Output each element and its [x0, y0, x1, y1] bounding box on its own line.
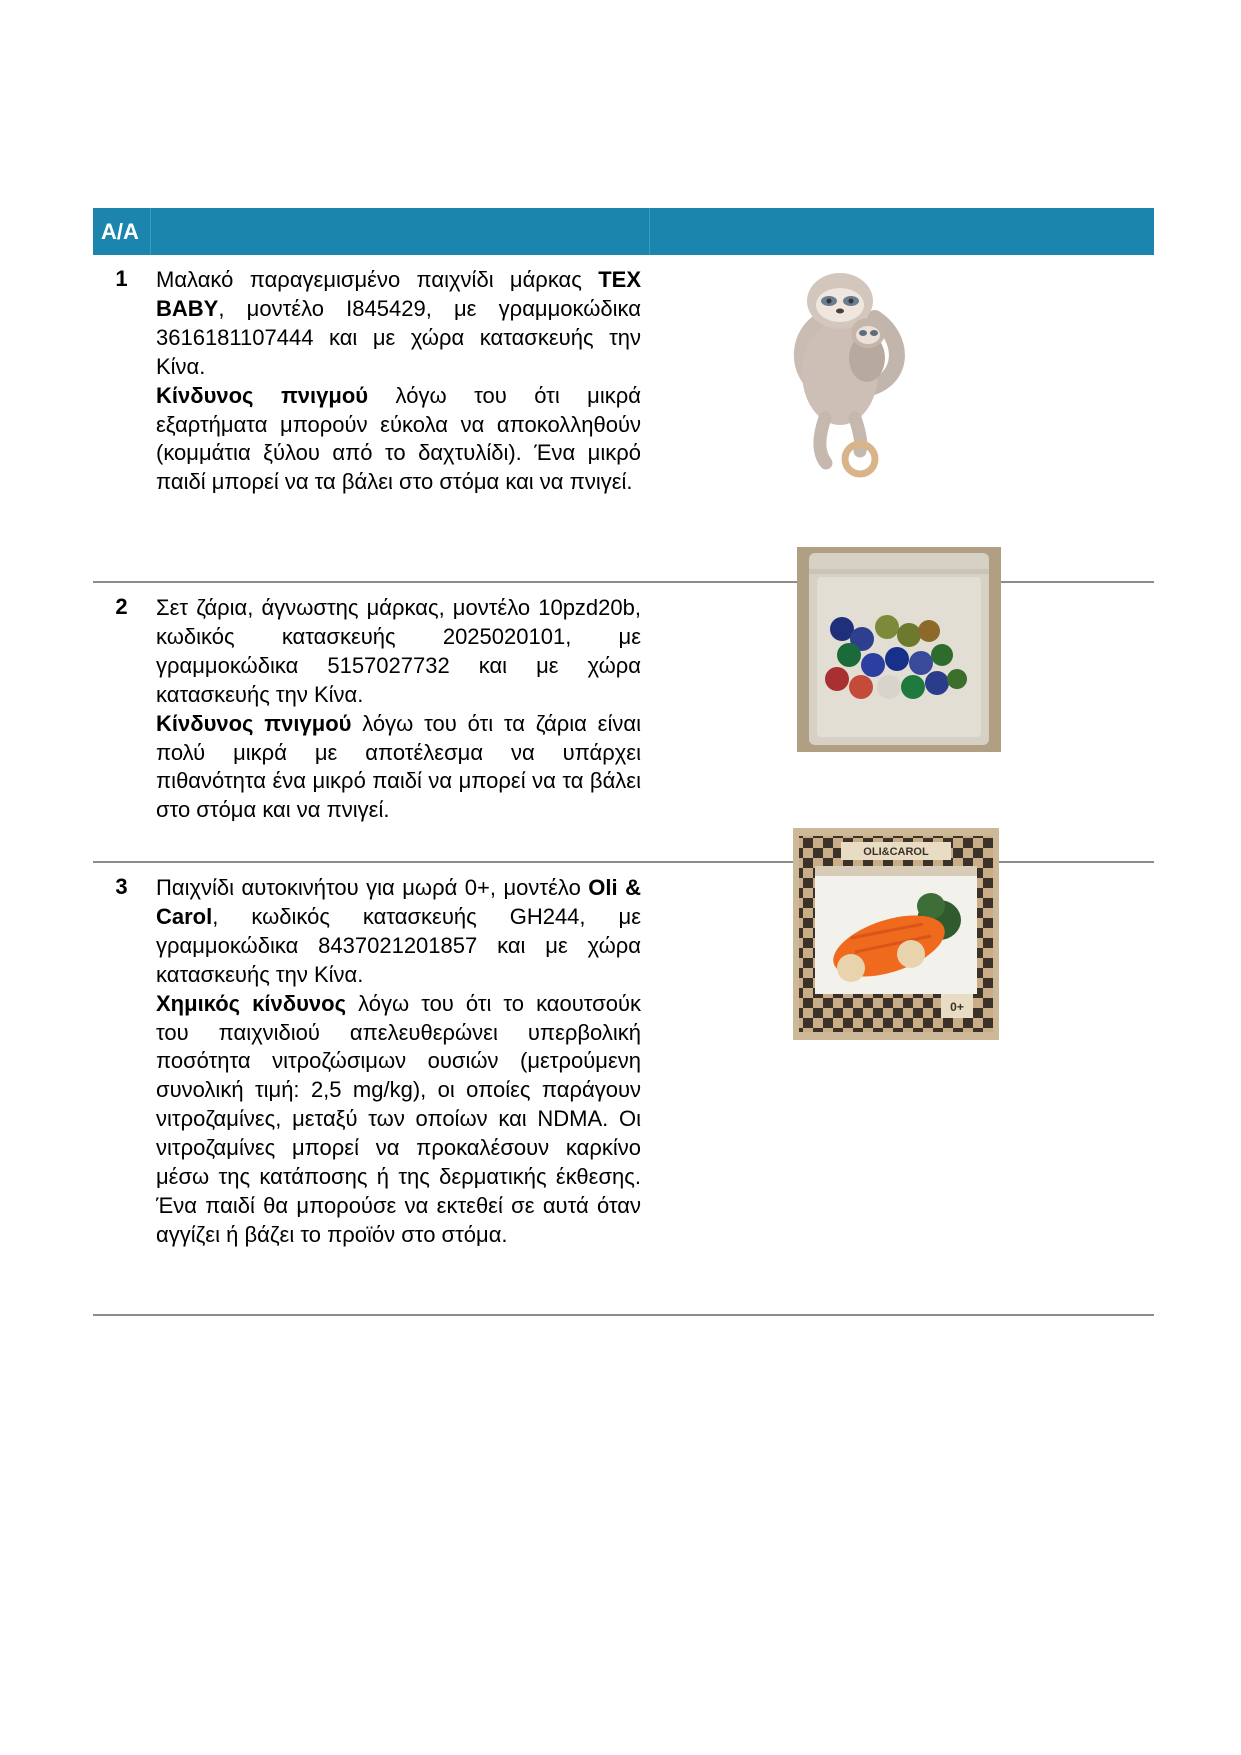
row-description — [150, 582, 649, 862]
header-description — [150, 208, 649, 255]
risk-description: Κίνδυνος πνιγμού λόγω του ότι μικρά εξαρτήματα μπορούν εύκολα να αποκολληθούν (κομμάτια ξύλου από το δαχτυλίδι). Ένα μικρό παιδί μπορεί να τα βάλει στο στόμα και να πνιγεί. — [156, 382, 641, 495]
header-image — [649, 208, 1154, 255]
row-description — [150, 255, 649, 582]
risk-type: Κίνδυνος πνιγμού — [156, 710, 352, 736]
brand-name: Oli & Carol — [156, 875, 641, 929]
row-number: 1 — [93, 255, 150, 582]
table-header — [93, 208, 1154, 255]
box-brand-text: OLI&CAROL — [863, 846, 929, 858]
product-details: Σετ ζάρια, άγνωστης μάρκας, μοντέλο 10pzd20b, κωδικός κατασκευής 2025020101, με γραμμοκώδικα 5157027732 και με χώρα κατασκευής την Κίνα. — [156, 595, 641, 707]
row-number: 2 — [93, 582, 150, 862]
product-details: Μαλακό παραγεμισμένο παιχνίδι μάρκας TEX BABY, μοντέλο I845429, με γραμμοκώδικα 3616181107444 και με χώρα κατασκευής την Κίνα. — [156, 267, 641, 379]
risk-type: Χημικός κίνδυνος — [156, 990, 347, 1016]
risk-type: Κίνδυνος πνιγμού — [156, 382, 369, 408]
brand-name: TEX BABY — [156, 267, 641, 321]
sloth-plush-toy-photo — [700, 263, 1000, 483]
header-number: Α/Α — [101, 218, 139, 244]
risk-description: Χημικός κίνδυνος λόγω του ότι το καουτσούκ του παιχνιδιού απελευθερώνει υπερβολική ποσότητα νιτροζώσιμων ουσιών (μετρούμενη συνολική τιμή: 2,5 mg/kg), οι οποίες παράγουν νιτροζαμίνες, μεταξύ των οποίων και NDMA. Οι νιτροζαμίνες μπορεί να προκαλέσουν καρκίνο μέσω της κατάποσης ή της δερματικής έκθεσης. Ένα παιδί θα μπορούσε να εκτεθεί σε αυτά όταν αγγίζει ή βάζει το προϊόν στο στόμα. — [156, 990, 642, 1247]
risk-description: Κίνδυνος πνιγμού λόγω του ότι τα ζάρια είναι πολύ μικρά με αποτέλεσμα να υπάρχει πιθανότητα ένα μικρό παιδί να μπορεί να τα βάλει στο στόμα και να πνιγεί. — [156, 710, 641, 823]
carrot-car-toy-box-photo — [793, 828, 999, 1040]
row-number: 3 — [93, 862, 150, 1315]
dice-bag-photo — [797, 547, 1001, 752]
row-description — [150, 862, 649, 1315]
product-details: Παιχνίδι αυτοκινήτου για μωρά 0+, μοντέλο Oli & Carol, κωδικός κατασκευής GH244, με γραμμοκώδικα 8437021201857 και με χώρα κατασκευής την Κίνα. — [156, 875, 641, 987]
box-age-text: 0+ — [950, 1000, 964, 1014]
